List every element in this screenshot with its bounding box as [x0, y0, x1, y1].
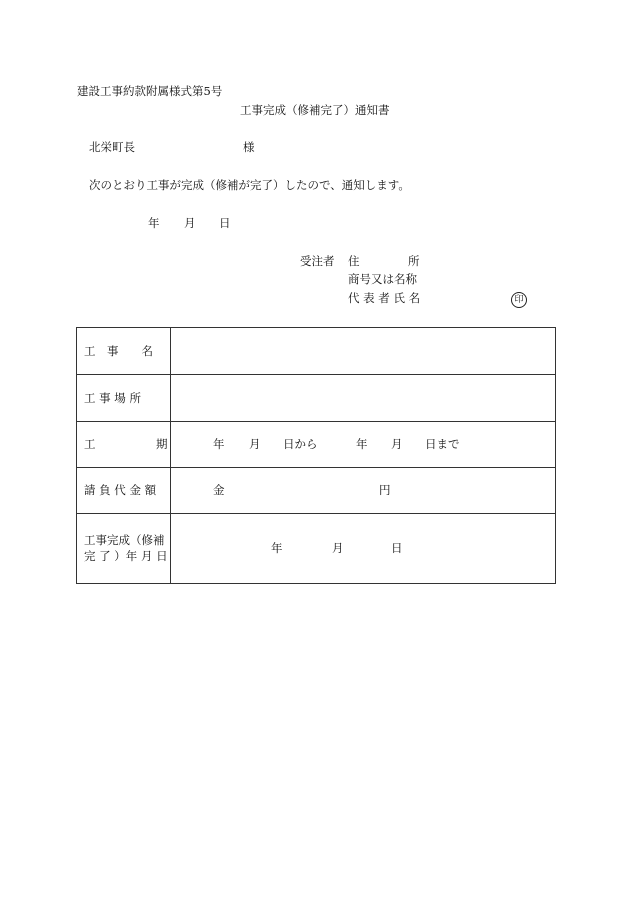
label-cell	[77, 422, 171, 468]
completion-day: 日	[391, 541, 403, 555]
amount-prefix: 金	[213, 483, 225, 497]
completion-year: 年	[271, 541, 283, 555]
contract-amount-value[interactable]	[171, 468, 556, 514]
project-site-label: 工 事 場 所	[84, 391, 141, 405]
completion-date-value[interactable]	[171, 514, 556, 584]
period-label-a: 工	[84, 437, 96, 451]
period-until: 日まで	[425, 437, 460, 451]
project-name-value[interactable]	[171, 328, 556, 375]
body-text: 次のとおり工事が完成（修補が完了）したので、通知します。	[89, 178, 410, 192]
address-label-a: 住	[348, 254, 360, 268]
completion-date-label-line1: 工事完成（修補	[84, 533, 165, 547]
company-name-label: 商号又は名称	[348, 272, 417, 286]
seal-icon: 印	[511, 292, 527, 308]
period-year-1: 年	[213, 437, 225, 451]
addressee-name: 北栄町長	[89, 140, 135, 154]
contract-amount-label: 請 負 代 金 額	[84, 483, 157, 497]
period-year-2: 年	[356, 437, 368, 451]
label-cell	[77, 514, 171, 584]
contractor-label: 受注者	[300, 254, 335, 268]
completion-month: 月	[332, 541, 344, 555]
document-title: 工事完成（修補完了）通知書	[240, 103, 390, 117]
form-reference: 建設工事約款附属様式第5号	[77, 84, 223, 98]
table-row	[77, 514, 556, 584]
date-month: 月	[184, 216, 196, 230]
project-name-label: 工 事 名	[84, 344, 153, 358]
table-row	[77, 468, 556, 514]
period-from: 日から	[283, 437, 318, 451]
details-table	[76, 327, 556, 584]
label-cell	[77, 375, 171, 422]
table-row	[77, 422, 556, 468]
addressee-honorific: 様	[243, 140, 255, 154]
period-label-b: 期	[156, 437, 168, 451]
amount-suffix: 円	[379, 483, 391, 497]
table-row	[77, 328, 556, 375]
address-label-b: 所	[408, 254, 420, 268]
label-cell	[77, 468, 171, 514]
period-value[interactable]	[171, 422, 556, 468]
period-month-2: 月	[391, 437, 403, 451]
period-month-1: 月	[249, 437, 261, 451]
representative-label: 代 表 者 氏 名	[348, 291, 421, 305]
label-cell	[77, 328, 171, 375]
table-row	[77, 375, 556, 422]
project-site-value[interactable]	[171, 375, 556, 422]
completion-date-label-line2: 完 了 ）年 月 日	[84, 549, 168, 563]
date-year: 年	[148, 216, 160, 230]
date-day: 日	[219, 216, 231, 230]
